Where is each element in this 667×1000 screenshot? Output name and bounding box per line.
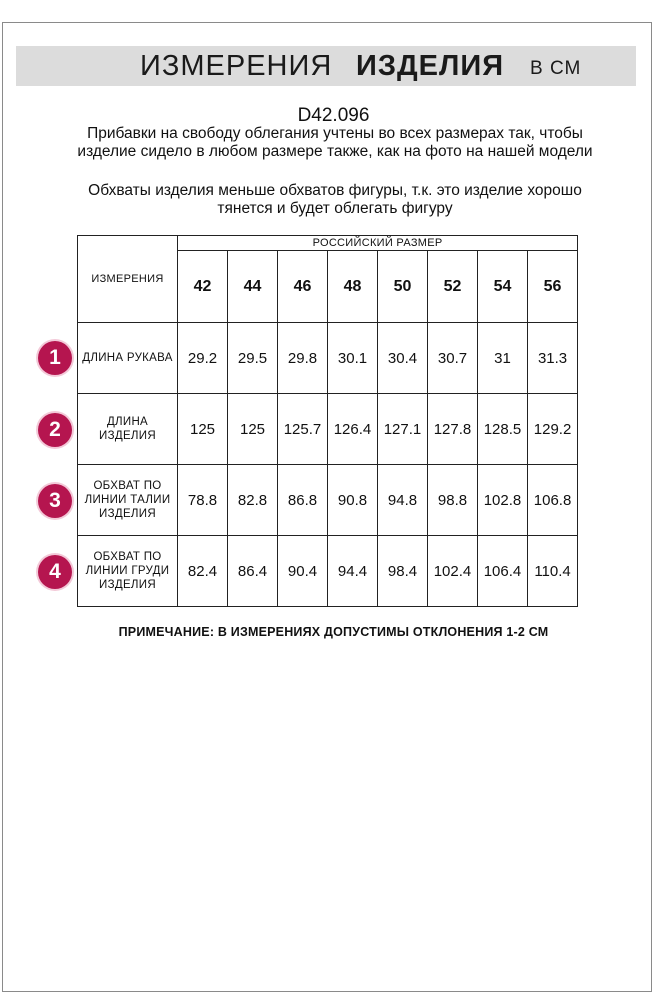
measurement-header: ИЗМЕРЕНИЯ [78,236,178,323]
row-label: ОБХВАТ ПО ЛИНИИ ГРУДИ ИЗДЕЛИЯ [78,536,178,607]
title-measurements: ИЗМЕРЕНИЯ [140,50,333,82]
table-cell: 29.2 [178,323,228,394]
table-cell: 128.5 [478,394,528,465]
product-code: D42.096 [297,105,370,126]
table-cell: 129.2 [528,394,578,465]
size-header: 50 [378,251,428,323]
row-label: ДЛИНА ИЗДЕЛИЯ [78,394,178,465]
size-header: 42 [178,251,228,323]
table-cell: 106.8 [528,465,578,536]
title-product: ИЗДЕЛИЯ [356,50,505,82]
table-cell: 90.8 [328,465,378,536]
table-cell: 127.8 [428,394,478,465]
size-header: 54 [478,251,528,323]
table-cell: 110.4 [528,536,578,607]
table-cell: 78.8 [178,465,228,536]
size-header: 44 [228,251,278,323]
table-cell: 82.8 [228,465,278,536]
table-cell: 125 [178,394,228,465]
table-cell: 102.8 [478,465,528,536]
size-group-header: РОССИЙСКИЙ РАЗМЕР [178,236,578,251]
table-cell: 125 [228,394,278,465]
stretch-note: Обхваты изделия меньше обхватов фигуры, т.к. это изделие хорошо тянется и будет облегать фигуру [88,182,582,217]
row-number-badge: 4 [38,555,72,589]
table-row [78,465,578,536]
table-row [78,394,578,465]
row-label: ОБХВАТ ПО ЛИНИИ ТАЛИИ ИЗДЕЛИЯ [78,465,178,536]
table-cell: 30.4 [378,323,428,394]
tolerance-footnote: ПРИМЕЧАНИЕ: В ИЗМЕРЕНИЯХ ДОПУСТИМЫ ОТКЛОНЕНИЯ 1-2 СМ [118,625,549,639]
table-cell: 94.4 [328,536,378,607]
table-row [78,323,578,394]
table-row [78,536,578,607]
row-number-badge: 3 [38,484,72,518]
size-header: 56 [528,251,578,323]
table-cell: 127.1 [378,394,428,465]
measurements-table [77,235,578,607]
table-cell: 30.7 [428,323,478,394]
table-cell: 31 [478,323,528,394]
table-cell: 82.4 [178,536,228,607]
title-banner [16,46,636,86]
row-label: ДЛИНА РУКАВА [78,323,178,394]
table-cell: 106.4 [478,536,528,607]
table-cell: 90.4 [278,536,328,607]
row-number-badge: 1 [38,341,72,375]
table-cell: 86.8 [278,465,328,536]
size-header: 52 [428,251,478,323]
table-cell: 30.1 [328,323,378,394]
table-cell: 125.7 [278,394,328,465]
table-cell: 29.8 [278,323,328,394]
table-cell: 94.8 [378,465,428,536]
title-unit: В СМ [530,58,582,79]
table-cell: 86.4 [228,536,278,607]
table-cell: 98.4 [378,536,428,607]
table-cell: 31.3 [528,323,578,394]
size-header: 46 [278,251,328,323]
size-header: 48 [328,251,378,323]
table-cell: 102.4 [428,536,478,607]
table-cell: 29.5 [228,323,278,394]
row-number-badge: 2 [38,413,72,447]
table-cell: 126.4 [328,394,378,465]
fit-note: Прибавки на свободу облегания учтены во всех размерах так, чтобы изделие сидело в любом размере также, как на фото на нашей модели [77,125,593,160]
table-cell: 98.8 [428,465,478,536]
